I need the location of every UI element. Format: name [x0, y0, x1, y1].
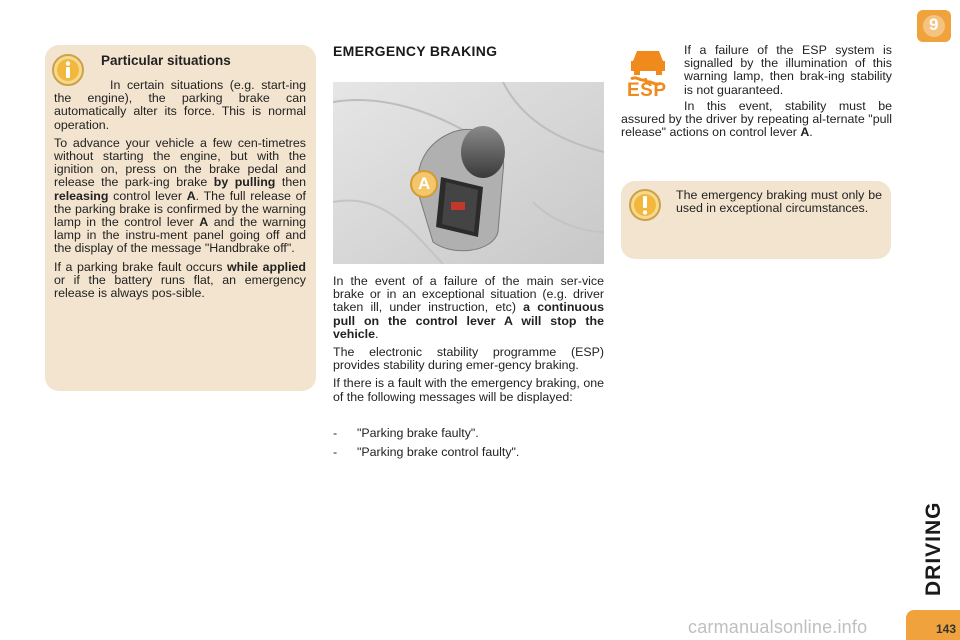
- emergency-text: [333, 275, 604, 409]
- console-illustration: [333, 82, 604, 264]
- particular-text: [54, 79, 306, 305]
- chapter-number: 9: [929, 15, 939, 34]
- emergency-para-3: If there is a fault with the emergency braking, one of the following messages will be displayed:: [333, 376, 604, 404]
- fault-messages-list: [333, 426, 608, 464]
- esp-text-1: [684, 44, 892, 102]
- lever-a-label: A: [418, 174, 431, 193]
- emergency-para-1: In the event of a failure of the main ser-vice brake or in an exceptional situation (e.g. driver taken ill, under instruction, etc) a continuous pull on the control lever A will stop the vehicle.: [333, 274, 604, 341]
- esp-icon-label: ESP: [627, 80, 667, 101]
- warning-text: The emergency braking must only be used in exceptional circumstances.: [676, 188, 882, 216]
- list-item: - "Parking brake control faulty".: [333, 445, 520, 459]
- watermark: carmanualsonline.info: [688, 617, 868, 637]
- esp-para-1: If a failure of the ESP system is signalled by the illumination of this warning lamp, then brak-ing stability is not guaranteed.: [684, 43, 892, 97]
- parking-brake-lever-photo: [333, 82, 604, 264]
- particular-para-2: To advance your vehicle a few cen-timetres without starting the engine, but with the ignition on, press on the brake pedal and release the park-ing brake by pulling then releasing control lever A. The full release of the parking brake is confirmed by the warning lamp in the control lever A and the warning lamp in the instru-ment panel going off and the display of the message "Handbrake off".: [54, 135, 307, 256]
- chapter-label: DRIVING: [922, 501, 945, 596]
- list-item: - "Parking brake faulty".: [333, 426, 479, 440]
- esp-para-2: In this event, stability must be assured by the driver by repeating al-ternate "pull release" actions on control lever A.: [621, 99, 892, 140]
- particular-para-3: If a parking brake fault occurs while applied or if the battery runs flat, an emergency release is always pos-sible.: [54, 259, 306, 301]
- exclamation-icon: [628, 188, 662, 222]
- particular-para-1: In certain situations (e.g. start-ing the engine), the parking brake can automatically alter its force. This is normal operation.: [54, 78, 306, 132]
- page-number: 143: [906, 610, 960, 640]
- esp-text-2: [621, 100, 892, 145]
- emergency-braking-heading: EMERGENCY BRAKING: [333, 43, 498, 59]
- emergency-para-2: The electronic stability programme (ESP) provides stability during emer-gency braking.: [333, 345, 604, 373]
- particular-title: Particular situations: [101, 53, 231, 68]
